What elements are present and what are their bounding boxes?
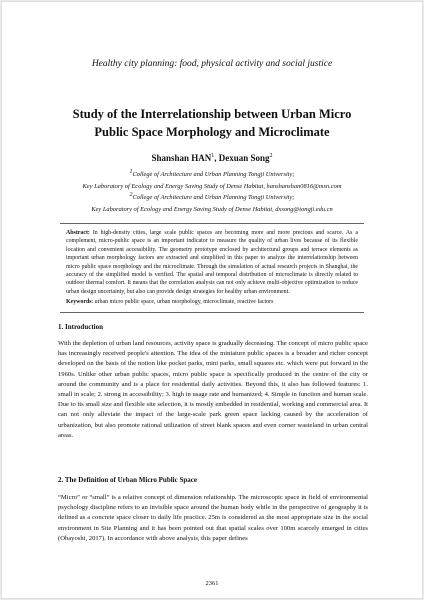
affiliation-text: Key Laboratory of Ecology and Energy Saving Study of Dense Habitat, dxsong@tongji.edu.cn bbox=[91, 206, 333, 213]
section-heading: 1. Introduction bbox=[58, 323, 103, 331]
keywords-text: : urban micro public space, urban morphology, microclimate, reactive factors bbox=[91, 299, 274, 305]
abstract-bottom-rule bbox=[60, 312, 364, 313]
title-line: Public Space Morphology and Microclimate bbox=[94, 125, 330, 139]
author-superscript: 2 bbox=[269, 153, 273, 159]
running-header: Healthy city planning: food, physical activity and social justice bbox=[91, 59, 333, 69]
abstract-text: In high-density cities, large scale public spaces are becoming more and more precious and scarce. As a complement, micro-public space is an important indicator to measure the quality of urban lives because of its flexible location and convenient accessibility. The geometry prototype enclosed by architectural groups and terrace elements as important urban morphology factors are extracted and simplified in this paper to analyze the interrelationship between micro public space morphology and the microclimate. Through the simulation of actual research projects in Shanghai, the accuracy of the simplified model is verified. The spatial and temporal distribution of microclimate is directly related to outdoor thermal comfort. It means that the correlation analysis can not only achieve multi-objective optimization to reduce urban design uncertainty, but also can provide design strategies for healthy urban environment. bbox=[66, 230, 358, 295]
keywords-label: Keywords bbox=[66, 299, 92, 305]
author-list bbox=[2, 153, 422, 163]
section-body: “Micro” or “small” is a relative concept of dimension relationship. The microscopic space in field of environmental psychology discipline refers to an invisible space around the human body while in the perspective of geography it is defined as a concrete space closer to daily life practice. 25m is considered as the most appropriate size in the social environment in Site Planning and it has been pointed out that spatial scales over 100m scarcely emerged in cities (Obayoshi, 2017). In accordance with above analysis, this paper defines bbox=[58, 494, 368, 542]
author-name: Shanshan HAN bbox=[151, 153, 212, 163]
author-separator: , bbox=[214, 153, 219, 163]
section-body: With the depletion of urban land resources, activity space is gradually decreasing. The concept of micro public space has increasingly received people's attention. The idea of the miniature public spaces is a broader and richer concept developed on the basis of the notion like pocket parks, mini parks, small squares etc. which were put forward in the 1960s. Unlike other urban public spaces, micro public space is specifically produced in the centre of the city or around the community and is a place for residential daily activities. Beyond this, it also has followed features: 1. small in scale; 2. strong in accessibility; 3. high in usage rate and humanized; 4. Simple in function and human scale. Due to its small size and flexible site selection, it is mostly embedded in residential, working and commercial area. It can not only alleviate the impact of the large-scale park green space lacking caused by the acceleration of urbanization, but also promote rational utilization of street blank spaces and even corner wasteland in urban central areas. bbox=[58, 340, 368, 439]
affiliation-text: College of Architecture and Urban Planning Tongji University; bbox=[132, 194, 295, 202]
keywords bbox=[66, 299, 358, 305]
affiliation-line bbox=[2, 191, 422, 203]
abstract-label: Abstract: bbox=[66, 230, 90, 236]
page-number: 2361 bbox=[205, 580, 219, 587]
affiliation-text: Key Laboratory of Ecology and Energy Saving Study of Dense Habitat, hanshanshan0816@msn.com bbox=[82, 182, 342, 190]
abstract bbox=[66, 229, 358, 296]
title-line: Study of the Interrelationship between Urban Micro bbox=[72, 107, 352, 121]
abstract-top-rule bbox=[60, 223, 364, 224]
affiliation-text: College of Architecture and Urban Planning Tongji University; bbox=[132, 171, 295, 179]
paper-page bbox=[2, 2, 422, 598]
affiliation-superscript: 2 bbox=[129, 192, 133, 199]
author-name: Dexuan Song bbox=[218, 153, 270, 163]
affiliation-line bbox=[2, 168, 422, 180]
paper-title bbox=[2, 105, 422, 141]
affiliations bbox=[2, 168, 422, 215]
affiliation-superscript: 1 bbox=[129, 169, 133, 175]
author-superscript: 1 bbox=[211, 153, 215, 159]
affiliation-line bbox=[2, 180, 422, 192]
affiliation-line bbox=[2, 203, 422, 215]
section-heading: 2. The Definition of Urban Micro Public Space bbox=[58, 476, 197, 484]
